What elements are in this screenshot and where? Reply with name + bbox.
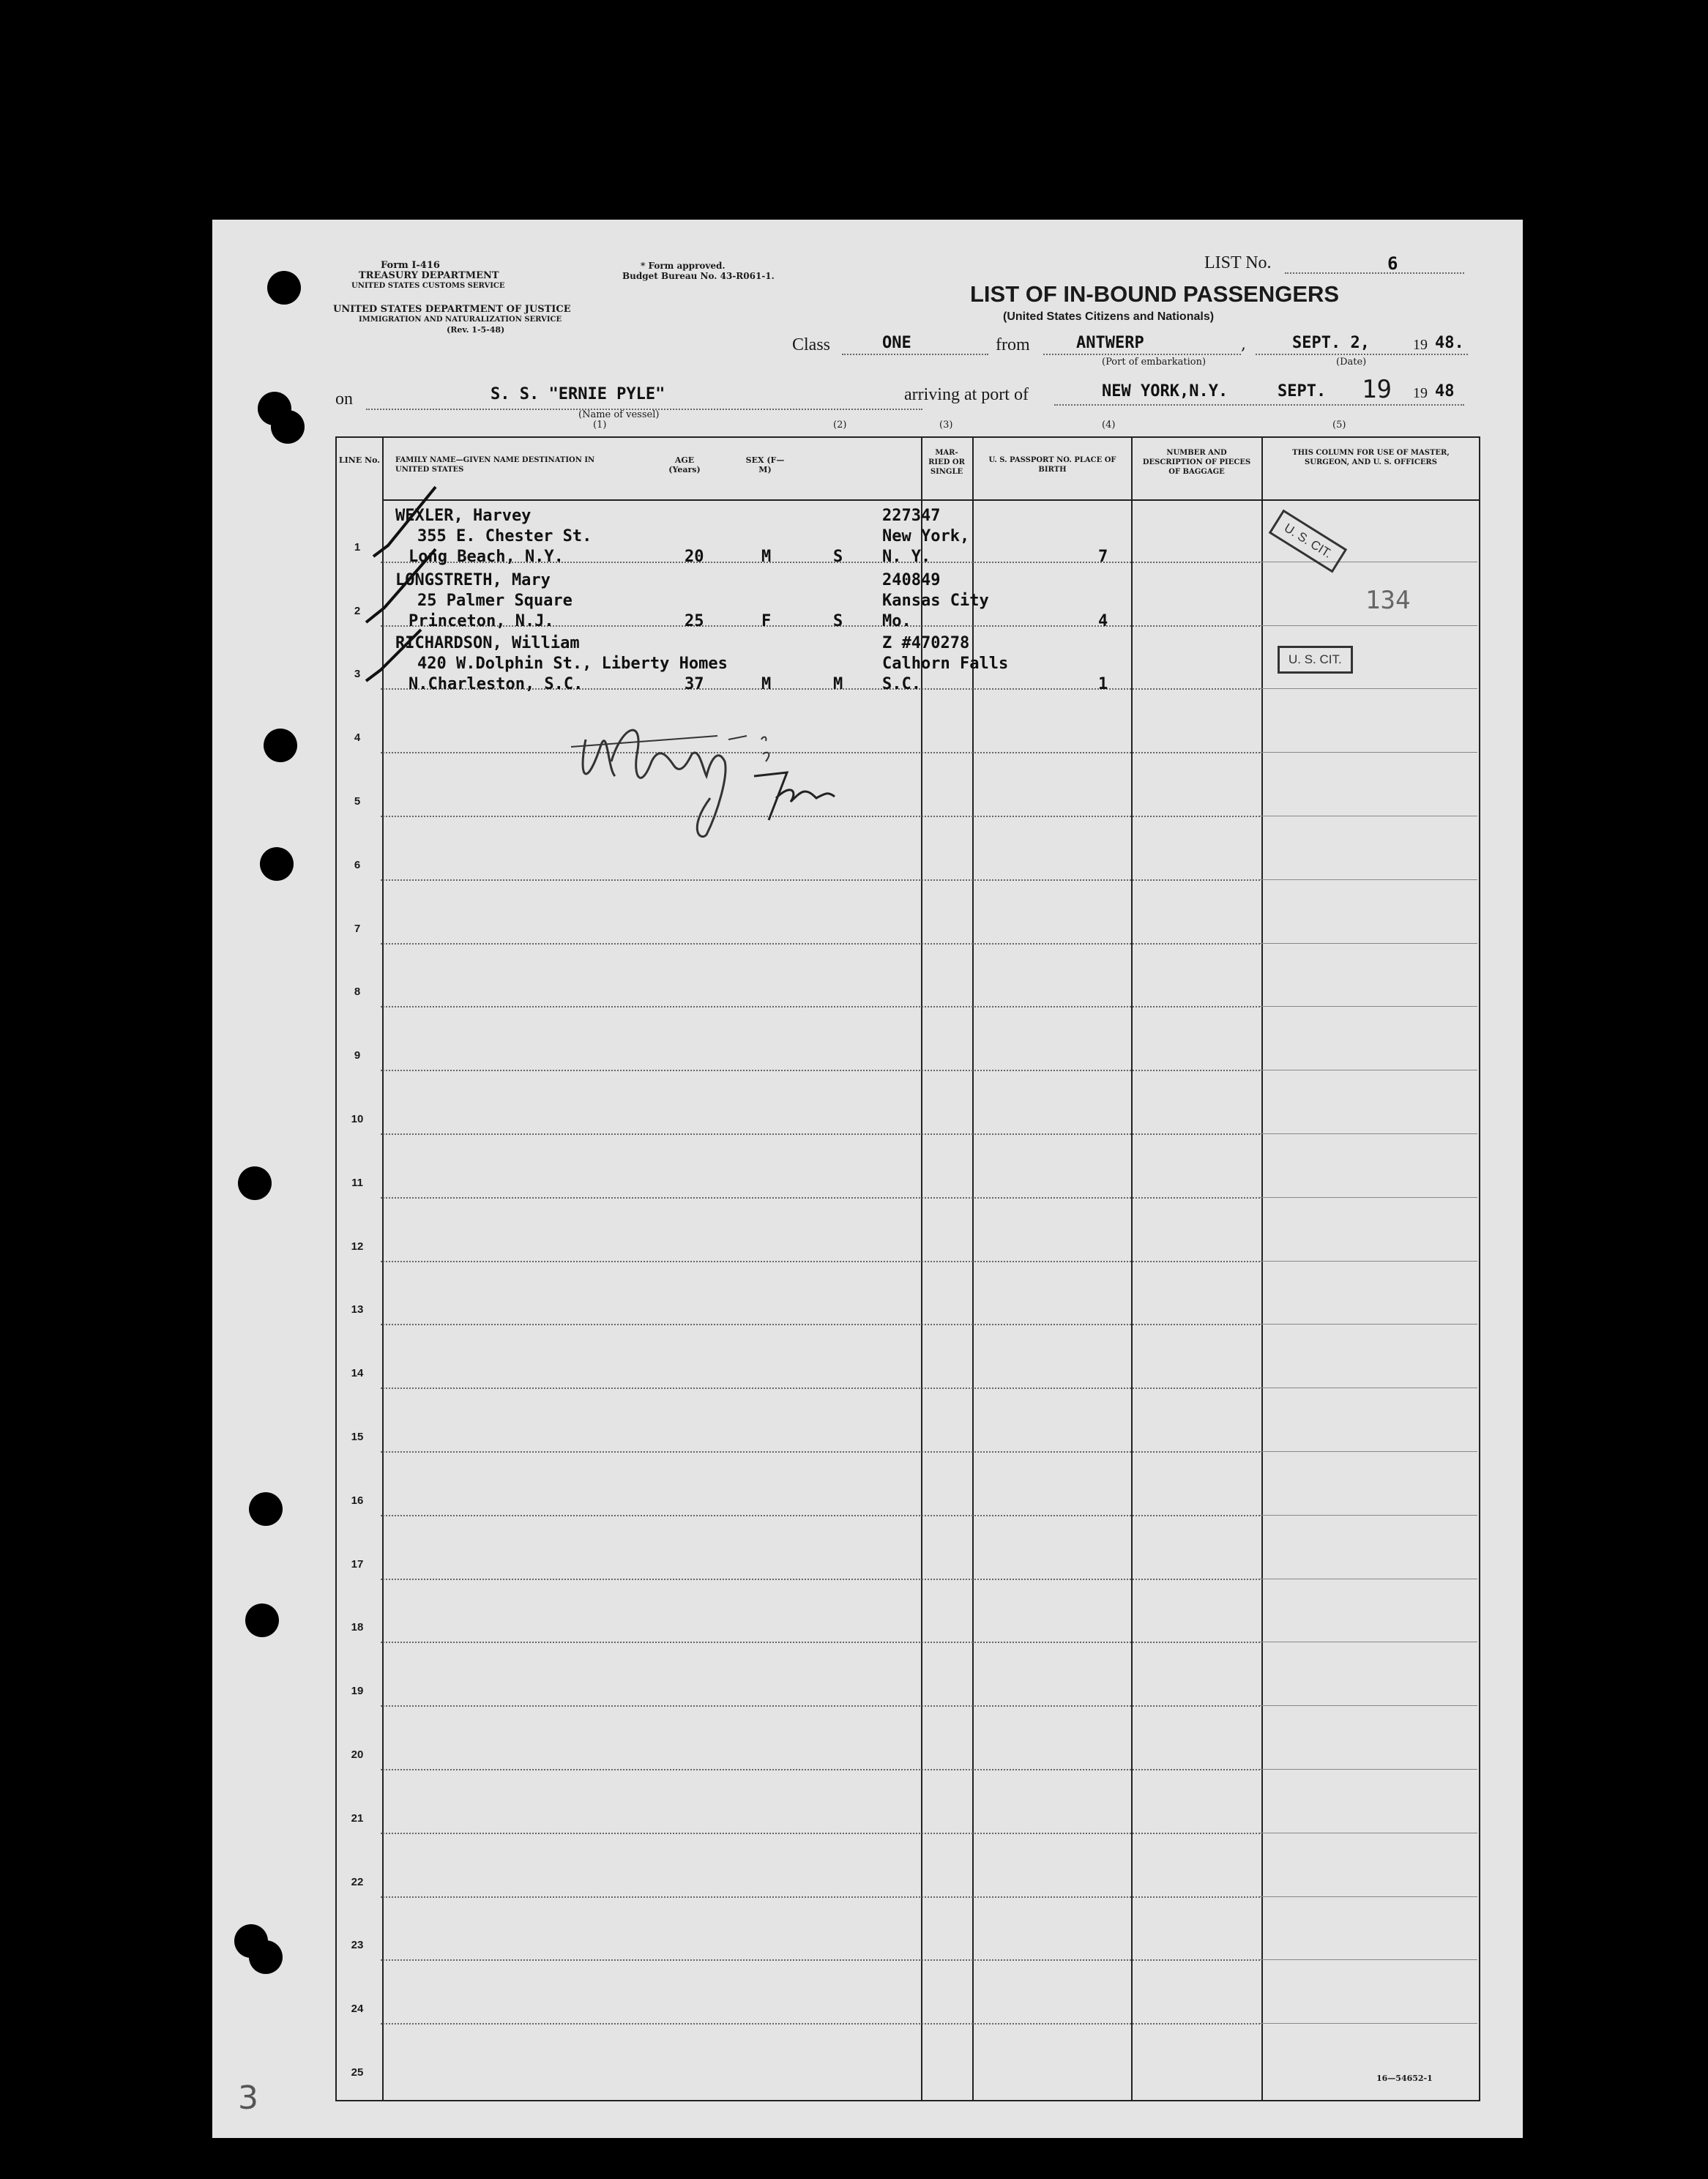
passenger-passport: 240849: [882, 571, 941, 589]
punch-hole: [238, 1166, 272, 1200]
line-number: 3: [354, 668, 361, 681]
passenger-birthplace: New York,: [882, 527, 970, 545]
col-num-4: (4): [1102, 420, 1116, 431]
embark-caption: (Port of embarkation): [1102, 357, 1207, 368]
line-number: 25: [351, 2066, 364, 2079]
passenger-city: N.Charleston, S.C.: [409, 675, 583, 693]
col-num-1: (1): [593, 420, 607, 431]
row-rule: [381, 1388, 1260, 1389]
line-number: 9: [354, 1049, 361, 1062]
line-number: 8: [354, 986, 361, 999]
punch-hole: [249, 1940, 283, 1974]
passenger-city: Long Beach, N.Y.: [409, 548, 564, 566]
col-num-2: (2): [833, 420, 847, 431]
row-rule: [1260, 688, 1477, 689]
punch-hole: [260, 847, 294, 881]
date-year-prefix: 19: [1413, 337, 1428, 353]
arrival-year-prefix: 19: [1413, 385, 1428, 401]
row-rule: [381, 1451, 1260, 1453]
passenger-baggage: 1: [1098, 675, 1108, 693]
class-label: Class: [792, 335, 831, 354]
ins-label: IMMIGRATION AND NATURALIZATION SERVICE: [359, 316, 562, 324]
row-rule: [1260, 1769, 1477, 1770]
row-rule: [381, 1515, 1260, 1516]
form-subtitle: (United States Citizens and Nationals): [1003, 310, 1215, 323]
row-rule: [381, 879, 1260, 881]
passenger-age: 20: [685, 548, 704, 566]
row-rule: [381, 1070, 1260, 1071]
line-number: 16: [351, 1494, 364, 1507]
line-number: 17: [351, 1557, 364, 1571]
citizen-stamp: U. S. CIT.: [1269, 510, 1347, 573]
stamp-number: 134: [1365, 586, 1411, 615]
col-header-line-no: LINE No.: [338, 455, 381, 465]
col-num-3: (3): [939, 420, 953, 431]
line-number: 1: [354, 540, 361, 554]
row-rule: [381, 1959, 1260, 1961]
punch-hole: [264, 729, 297, 762]
line-number: 4: [354, 731, 361, 745]
citizen-stamp-2: U. S. CIT.: [1278, 646, 1353, 674]
passenger-sex: M: [761, 675, 772, 693]
row-rule: [1260, 1705, 1477, 1706]
col-header-married: MAR-RIED OR SINGLE: [928, 449, 965, 476]
check-marks: [355, 483, 443, 718]
customs-label: UNITED STATES CUSTOMS SERVICE: [351, 282, 505, 290]
line-number: 22: [351, 1875, 364, 1888]
form-number: Form I-416: [381, 260, 440, 271]
arriving-label: arriving at port of: [904, 385, 1029, 404]
row-rule: [381, 1261, 1260, 1262]
row-rule: [1260, 1451, 1477, 1452]
justice-label: UNITED STATES DEPARTMENT OF JUSTICE: [333, 304, 571, 315]
row-rule: [1260, 1197, 1477, 1198]
line-number: 15: [351, 1431, 364, 1443]
budget-bureau: Budget Bureau No. 43-R061-1.: [622, 271, 775, 281]
row-rule: [381, 1197, 1260, 1199]
row-rule: [1260, 1133, 1477, 1134]
page-mark: 3: [238, 2079, 258, 2117]
passenger-sex: M: [761, 548, 772, 566]
row-rule: [381, 1705, 1260, 1707]
line-number: 21: [351, 1811, 364, 1825]
date-caption: (Date): [1336, 357, 1367, 368]
line-number: 7: [354, 922, 361, 935]
passenger-baggage: 7: [1098, 548, 1108, 566]
vessel-caption: (Name of vessel): [578, 409, 660, 420]
col-header-sex: SEX (F—M): [745, 455, 785, 474]
row-rule: [1260, 1896, 1477, 1897]
line-number: 24: [351, 2003, 364, 2016]
row-rule: [1260, 625, 1477, 626]
row-rule: [381, 943, 1260, 945]
row-rule: [381, 1006, 1260, 1007]
col-header-passport: U. S. PASSPORT NO. PLACE OF BIRTH: [988, 456, 1116, 474]
row-rule: [381, 1324, 1260, 1325]
line-number: 18: [351, 1621, 364, 1634]
line-number: 2: [354, 604, 361, 617]
line-number: 19: [351, 1685, 364, 1698]
line-number: 6: [354, 858, 361, 871]
punch-hole: [245, 1603, 279, 1637]
passenger-age: 37: [685, 675, 704, 693]
row-rule: [381, 1642, 1260, 1643]
row-rule: [1260, 1006, 1477, 1007]
embark-port: ANTWERP: [1076, 334, 1144, 352]
row-rule: [381, 2023, 1260, 2025]
arrival-port: NEW YORK,N.Y.: [1102, 382, 1228, 401]
row-rule: [381, 1833, 1260, 1834]
arrival-day: 19: [1362, 375, 1392, 404]
passenger-passport: Z #470278: [882, 634, 970, 652]
line-number: 23: [351, 1939, 364, 1952]
passenger-name: WEXLER, Harvey: [395, 507, 532, 525]
passenger-married: S: [833, 612, 843, 630]
row-rule: [1260, 1324, 1477, 1325]
line-number: 13: [351, 1303, 364, 1316]
passenger-passport: 227347: [882, 507, 941, 525]
row-rule: [1260, 943, 1477, 944]
form-page: Form I-416 TREASURY DEPARTMENT UNITED STATES CUSTOMS SERVICE * Form approved. Budget Bureau No. 43-R061-1. UNITED STATES DEPARTMENT OF JUSTICE IMMIGRATION AND NATURALIZATION SERVICE (Rev. 1-5-48) LIST No. 6 LIST OF IN-BOUND PASSENGERS (United States Citizens and Nationals) Class ONE from ANTWERP (Port of embarkation) , SEPT. 2, 19 48. (Date) on S. S. "ERNIE PYLE" (Name of vessel) arriving at port of NEW YORK,N.Y. SEPT. 19 19 48 (1) (2) (3) (4) (5) LINE No. FAMILY NAME—GIVEN NAME DESTINATION IN UNITED STATES AGE (Years) SEX (F—M) MAR-RIED OR SINGLE U. S. PASSPORT NO. PLACE OF BIRTH NUMBER AND DESCRIPTION OF PIECES OF BAGGAGE THIS COLUMN FOR USE OF MASTER, SURGEON, AND U. S. OFFICERS 1 2 3 4 5 6 7 8 9 10 11 12 13 14 15 16 17 18 19 20 21 22 23 24 25 WEXLER, Harvey 355 E. Chester St. Long Beach, N.Y. 20 M S 227347 New York, N. Y. 7 LONGSTRETH, Mary 25 Palmer Square Princeton, N.J. 25 F S 240849 Kansas City Mo. 4 RICHARDSON, William 420 W.Dolphin St., Liberty Homes N.Charleston, S.C. 37 M M Z #470278 Calhorn Falls S.C. 1 U. S. CIT. 134 U. S. CIT. 16—54652-1 3: [212, 220, 1523, 2138]
punch-hole: [267, 271, 301, 305]
passenger-married: M: [833, 675, 843, 693]
passenger-birthstate: N. Y.: [882, 548, 931, 566]
form-title: LIST OF IN-BOUND PASSENGERS: [970, 281, 1340, 307]
row-rule: [1260, 879, 1477, 880]
list-no-value: 6: [1387, 253, 1398, 274]
form-approved: * Form approved.: [641, 261, 726, 271]
line-number: 11: [351, 1176, 363, 1189]
col-header-baggage: NUMBER AND DESCRIPTION OF PIECES OF BAGGAGE: [1142, 449, 1251, 476]
passenger-birthplace: Kansas City: [882, 592, 989, 610]
line-number: 20: [351, 1748, 364, 1761]
form-code: 16—54652-1: [1376, 2074, 1433, 2083]
class-value: ONE: [882, 334, 911, 352]
punch-hole: [249, 1492, 283, 1526]
list-no-label: LIST No.: [1204, 253, 1272, 272]
row-rule: [1260, 2023, 1477, 2024]
passenger-sex: F: [761, 612, 772, 630]
date-year: 48.: [1435, 334, 1464, 352]
col-header-name: FAMILY NAME—GIVEN NAME DESTINATION IN UNITED STATES: [395, 456, 595, 474]
row-rule: [1260, 1959, 1477, 1960]
signature: [571, 696, 842, 849]
passenger-married: S: [833, 548, 843, 566]
passenger-address: 25 Palmer Square: [417, 592, 573, 610]
col-num-5: (5): [1332, 420, 1346, 431]
passenger-birthplace: Calhorn Falls: [882, 655, 1009, 673]
from-label: from: [996, 335, 1030, 354]
passenger-birthstate: Mo.: [882, 612, 911, 630]
punch-hole: [271, 410, 305, 444]
passenger-address: 355 E. Chester St.: [417, 527, 592, 545]
line-number: 10: [351, 1113, 364, 1125]
row-rule: [381, 1579, 1260, 1580]
arrival-year: 48: [1435, 382, 1455, 401]
passenger-address: 420 W.Dolphin St., Liberty Homes: [417, 655, 728, 673]
col-header-officers: THIS COLUMN FOR USE OF MASTER, SURGEON, AND U. S. OFFICERS: [1292, 449, 1450, 466]
treasury-label: TREASURY DEPARTMENT: [359, 270, 499, 281]
arrival-month: SEPT.: [1278, 382, 1327, 401]
revision-label: (Rev. 1-5-48): [447, 325, 505, 335]
on-label: on: [335, 390, 353, 409]
passenger-baggage: 4: [1098, 612, 1108, 630]
row-rule: [1260, 752, 1477, 753]
passenger-city: Princeton, N.J.: [409, 612, 554, 630]
row-rule: [381, 1769, 1260, 1770]
row-rule: [1260, 1261, 1477, 1262]
line-number: 5: [354, 795, 361, 808]
col-header-age: AGE (Years): [668, 455, 701, 474]
passenger-birthstate: S.C.: [882, 675, 921, 693]
passenger-name: RICHARDSON, William: [395, 634, 580, 652]
embark-date: SEPT. 2,: [1292, 334, 1370, 352]
line-number: 14: [351, 1367, 364, 1380]
line-number: 12: [351, 1240, 364, 1253]
row-rule: [381, 1133, 1260, 1135]
row-rule: [381, 1896, 1260, 1898]
passenger-age: 25: [685, 612, 704, 630]
vessel-name: S. S. "ERNIE PYLE": [491, 385, 665, 403]
row-rule: [1260, 1515, 1477, 1516]
passenger-name: LONGSTRETH, Mary: [395, 571, 551, 589]
